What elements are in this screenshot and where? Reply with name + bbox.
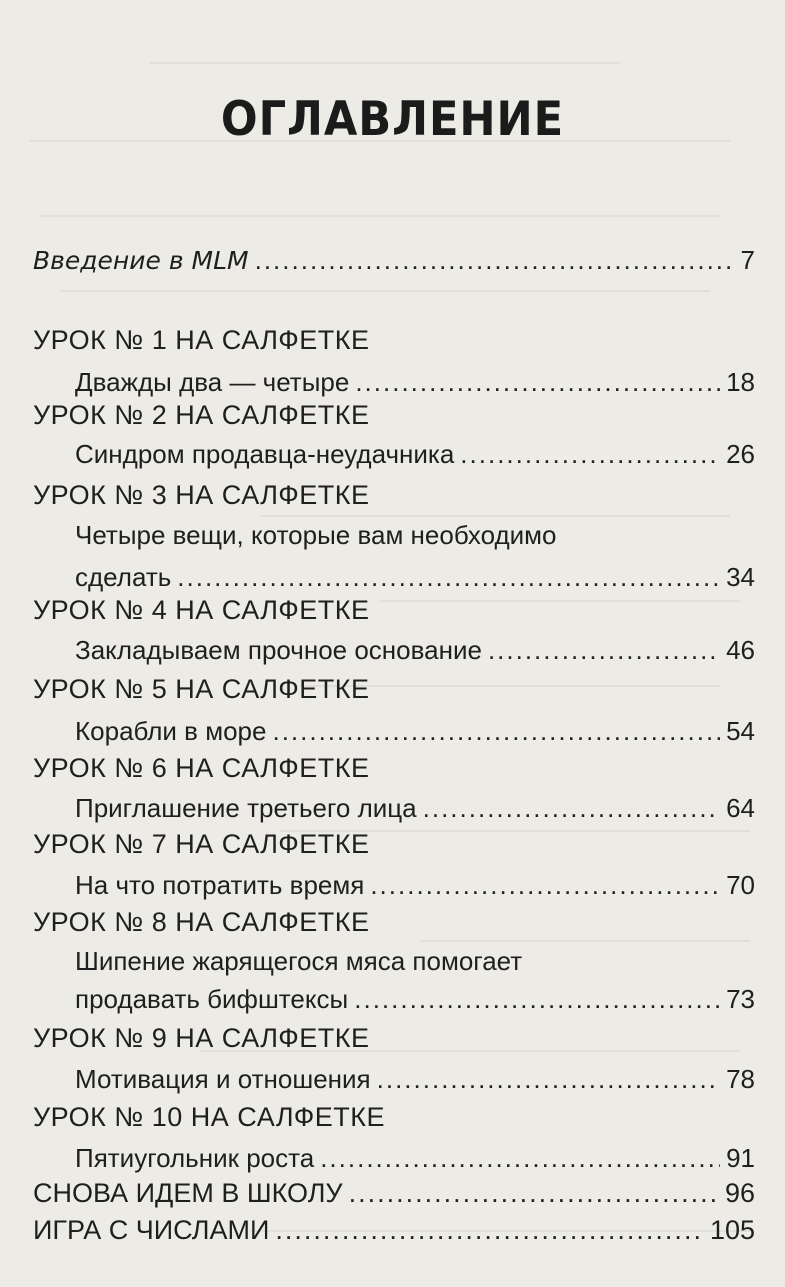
toc-entry: [75, 869, 755, 901]
dot-leader: [349, 1177, 719, 1209]
toc-entry-label: ИГРА С ЧИСЛАМИ: [33, 1215, 270, 1245]
toc-entry-line: Шипение жарящегося мяса помогает: [75, 946, 523, 976]
toc-entry-line: Четыре вещи, которые вам необходимо: [75, 520, 557, 550]
dot-leader: [355, 366, 720, 398]
lesson-heading: УРОК № 10 НА САЛФЕТКЕ: [33, 1102, 385, 1132]
lesson-heading: УРОК № 1 НА САЛФЕТКЕ: [33, 325, 370, 355]
toc-entry-intro: [33, 244, 755, 277]
lesson-heading: УРОК № 3 НА САЛФЕТКЕ: [33, 480, 370, 510]
lesson-heading: УРОК № 5 НА САЛФЕТКЕ: [33, 674, 370, 704]
toc-page-number: 54: [726, 716, 755, 746]
toc-page-number: 46: [726, 635, 755, 665]
toc-entry-label: продавать бифштексы: [75, 984, 349, 1014]
lesson-heading: УРОК № 7 НА САЛФЕТКЕ: [33, 829, 370, 859]
dot-leader: [272, 715, 720, 747]
dot-leader: [460, 438, 720, 470]
toc-page-number: 78: [726, 1064, 755, 1094]
dot-leader: [377, 1063, 720, 1095]
toc-page-number: 91: [726, 1143, 755, 1173]
dot-leader: [488, 634, 720, 666]
dot-leader: [423, 792, 720, 824]
toc-entry: [75, 634, 755, 666]
toc-entry-label: Приглашение третьего лица: [75, 793, 417, 823]
toc-entry: [75, 792, 755, 824]
lesson-heading: УРОК № 8 НА САЛФЕТКЕ: [33, 907, 370, 937]
toc-page-number: 26: [726, 439, 755, 469]
toc-entry-label: Введение в MLM: [33, 246, 249, 275]
toc-page-number: 64: [726, 793, 755, 823]
toc-page-number: 34: [726, 562, 755, 592]
dot-leader: [255, 244, 735, 276]
lesson-heading: УРОК № 6 НА САЛФЕТКЕ: [33, 753, 370, 783]
toc-entry-section: [33, 1177, 755, 1209]
toc-page-number: 96: [724, 1178, 755, 1208]
toc-page-number: 73: [726, 984, 755, 1014]
dot-leader: [177, 561, 720, 593]
toc-page-number: 7: [740, 245, 755, 275]
toc-entry-section: [33, 1214, 755, 1246]
toc-entry: [75, 561, 755, 593]
toc-entry: [75, 1142, 755, 1174]
dot-leader: [320, 1142, 720, 1174]
toc-entry: [75, 715, 755, 747]
toc-entry-label: Мотивация и отношения: [75, 1064, 371, 1094]
toc-page-number: 70: [726, 870, 755, 900]
toc-entry: [75, 983, 755, 1015]
dot-leader: [354, 983, 720, 1015]
toc-entry-label: Пятиугольник роста: [75, 1143, 315, 1173]
toc-entry: [75, 438, 755, 470]
toc-page-number: 18: [726, 367, 755, 397]
page-title: ОГЛАВЛЕНИЕ: [220, 92, 565, 147]
toc-entry-label: сделать: [75, 562, 172, 592]
toc-entry: [75, 366, 755, 398]
toc-entry: [75, 1063, 755, 1095]
lesson-heading: УРОК № 4 НА САЛФЕТКЕ: [33, 595, 370, 625]
toc-entry-label: Закладываем прочное основание: [75, 635, 482, 665]
toc-entry-label: СНОВА ИДЕМ В ШКОЛУ: [33, 1178, 343, 1208]
toc-entry-label: Корабли в море: [75, 716, 267, 746]
lesson-heading: УРОК № 2 НА САЛФЕТКЕ: [33, 400, 370, 430]
toc-entry-label: Синдром продавца-неудачника: [75, 439, 455, 469]
dot-leader: [370, 869, 720, 901]
toc-entry-label: Дважды два — четыре: [75, 367, 350, 397]
lesson-heading: УРОК № 9 НА САЛФЕТКЕ: [33, 1023, 370, 1053]
dot-leader: [275, 1214, 704, 1246]
toc-page-number: 105: [709, 1215, 755, 1245]
toc-entry-label: На что потратить время: [75, 870, 365, 900]
